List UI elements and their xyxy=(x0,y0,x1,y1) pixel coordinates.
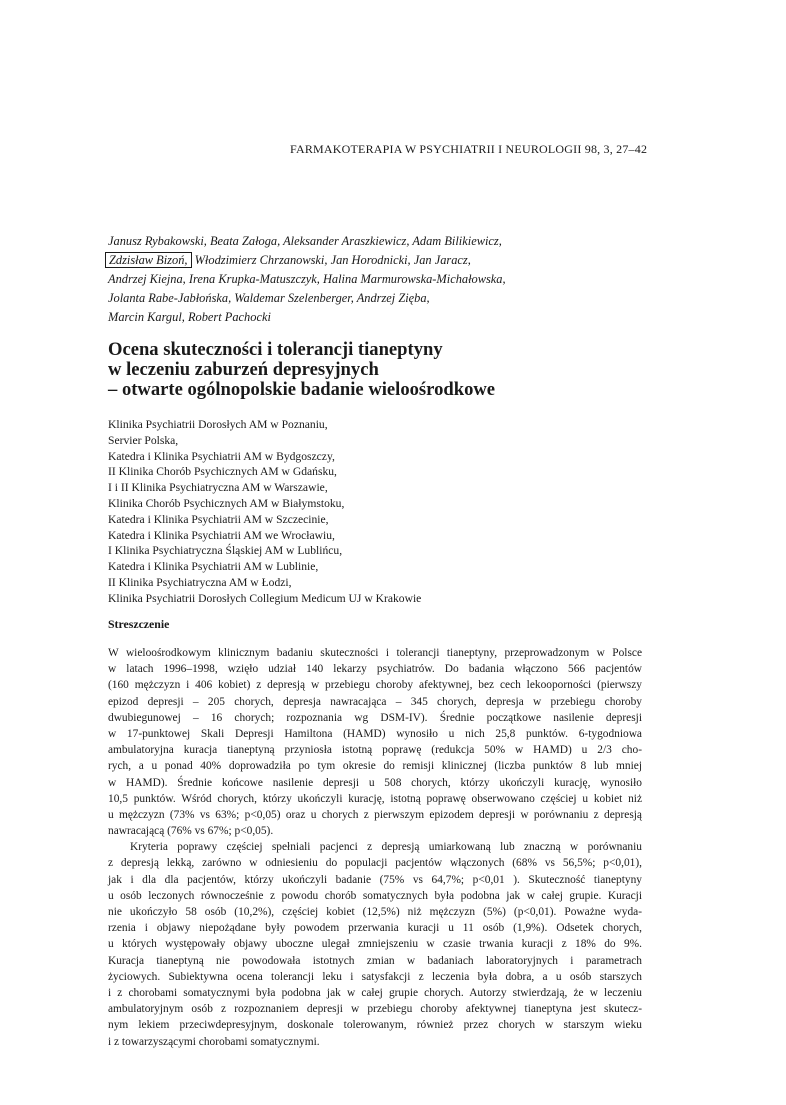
abstract-line: nym lekiem przeciwdepresyjnym, doskonale tolerowanym, również przez chorych w starszym wieku xyxy=(108,1019,642,1032)
abstract-line: u mężczyzn (73% vs 63%; p<0,05) oraz u chorych z pierwszym epizodem depresji w porównaniu z depresją xyxy=(108,808,642,821)
abstract-line: 10,5 punktów. Wśród chorych, którzy ukończyli kurację, istotną poprawę obserwowano częściej u kobiet niż xyxy=(108,792,642,805)
abstract-line: i z chorobami somatycznymi była podobna jak w całej grupie chorych. Autorzy stwierdzają, że w leczeniu xyxy=(108,986,642,999)
abstract-line: u których występowały objawy uboczne ulegał zmniejszeniu w czasie trwania kuracji z 18% do 9%. xyxy=(108,938,642,951)
author-line: Jolanta Rabe-Jabłońska, Waldemar Szelenberger, Andrzej Zięba, xyxy=(108,291,430,305)
abstract-line: rzenia i objawy niepożądane były powodem przerwania kuracji u 11 osób (1,9%). Odsetek chorych, xyxy=(108,922,642,935)
abstract-line: epizod depresji – 205 chorych, depresja nawracająca – 345 chorych, depresja w przebiegu choroby xyxy=(108,695,642,708)
author-line: Marcin Kargul, Robert Pachocki xyxy=(108,310,271,324)
author-line-rest: Włodzimierz Chrzanowski, Jan Horodnicki, Jan Jaracz, xyxy=(194,253,471,267)
abstract-line: Kuracja tianeptyną nie powodowała istotnych zmian w badaniach laboratoryjnych i parametrach xyxy=(108,954,642,967)
abstract-heading: Streszczenie xyxy=(108,617,170,631)
paper-title xyxy=(108,340,668,400)
abstract-line: z depresją lekką, zarówno w odniesieniu do populacji pacjentów włączonych (68% vs 56,5%; p<0,01), xyxy=(108,857,642,870)
title-line: Ocena skuteczności i tolerancji tianeptyny xyxy=(108,339,443,360)
affiliation-item: II Klinika Chorób Psychicznych AM w Gdańsku, xyxy=(108,465,337,479)
abstract-line: rych, a u ponad 40% doprowadziła po tym okresie do remisji klinicznej (liczba punktów 8 lub mniej xyxy=(108,760,642,773)
affiliation-item: Klinika Chorób Psychicznych AM w Białymstoku, xyxy=(108,496,345,510)
abstract-line: nie ukończyło 58 osób (10,2%), częściej kobiet (12,5%) niż mężczyzn (5%) (p<0,01). Poważne wyda- xyxy=(108,906,642,918)
abstract-line: w 17-punktowej Skali Depresji Hamiltona (HAMD) wynosiło u nich 25,8 punktów. 6-tygodniowa xyxy=(108,727,642,740)
affiliation-item: Katedra i Klinika Psychiatrii AM we Wrocławiu, xyxy=(108,528,335,542)
abstract-line: i z towarzyszącymi chorobami somatycznymi. xyxy=(108,1035,320,1048)
abstract-line: w HAMD). Średnie końcowe nasilenie depresji u 508 chorych, którzy ukończyli kurację, wynosiło xyxy=(108,776,642,789)
abstract-line: Kryteria poprawy częściej spełniali pacjenci z depresją umiarkowaną lub znaczną w porównaniu xyxy=(130,841,642,854)
affiliation-item: Katedra i Klinika Psychiatrii AM w Lublinie, xyxy=(108,560,319,574)
abstract-line: ambulatoryjna kuracja tianeptyną przyniosła istotną poprawę (redukcja 50% w HAMD) u 2/3 cho- xyxy=(108,744,642,757)
affiliation-item: Klinika Psychiatrii Dorosłych AM w Poznaniu, xyxy=(108,418,328,431)
abstract-line: w latach 1996–1998, wzięło udział 140 lekarzy psychiatrów. Do badania włączono 566 pacjentów xyxy=(108,663,642,676)
affiliation-item: II Klinika Psychiatryczna AM w Łodzi, xyxy=(108,575,292,589)
abstract-body xyxy=(108,645,642,1050)
abstract-line: życiowych. Subiektywna ocena tolerancji leku i satysfakcji z leczenia była dobra, a u osób starszych xyxy=(108,970,642,983)
author-line xyxy=(108,251,668,270)
abstract-line: u osób leczonych równocześnie z powodu chorób somatycznych była podobna jak w całej grupie. Kuracji xyxy=(108,889,642,902)
title-line: – otwarte ogólnopolskie badanie wieloośrodkowe xyxy=(108,379,496,400)
affiliation-item: Katedra i Klinika Psychiatrii AM w Szczecinie, xyxy=(108,512,329,526)
abstract-line: jak i dla dla pacjentów, którzy ukończyli badanie (75% vs 64,7%; p<0,01 ). Skuteczność tianeptyny xyxy=(108,873,642,886)
affiliation-item: I Klinika Psychiatryczna Śląskiej AM w Lublińcu, xyxy=(108,544,343,558)
author-list xyxy=(108,232,668,327)
author-line: Janusz Rybakowski, Beata Załoga, Aleksander Araszkiewicz, Adam Bilikiewicz, xyxy=(108,234,502,248)
abstract-line: dwubiegunowej – 16 chorych; rozpoznania wg DSM-IV). Średnie początkowe nasilenie depresji xyxy=(108,711,642,724)
boxed-author-name: Zdzisław Bizoń, xyxy=(105,252,192,268)
affiliation-list xyxy=(108,417,668,607)
journal-reference: FARMAKOTERAPIA W PSYCHIATRII I NEUROLOGII 98, 3, 27–42 xyxy=(290,142,648,156)
author-line: Andrzej Kiejna, Irena Krupka-Matuszczyk, Halina Marmurowska-Michałowska, xyxy=(108,272,506,286)
abstract-line: (160 mężczyzn i 406 kobiet) z depresją w przebiegu choroby afektywnej, bez cech lekooporności (pierwszy xyxy=(108,679,642,692)
affiliation-item: Katedra i Klinika Psychiatrii AM w Bydgoszczy, xyxy=(108,449,335,463)
affiliation-item: Servier Polska, xyxy=(108,433,179,447)
title-line: w leczeniu zaburzeń depresyjnych xyxy=(108,359,379,380)
abstract-line: ambulatoryjnym osób z rozpoznaniem depresji w przebiegu choroby afektywnej tianeptyna jest skutecz- xyxy=(108,1003,642,1016)
affiliation-item: I i II Klinika Psychiatryczna AM w Warszawie, xyxy=(108,481,328,495)
affiliation-item: Klinika Psychiatrii Dorosłych Collegium Medicum UJ w Krakowie xyxy=(108,591,422,605)
abstract-line: nawracającą (76% vs 67%; p<0,05). xyxy=(108,825,274,838)
abstract-line: W wieloośrodkowym klinicznym badaniu skuteczności i tolerancji tianeptyny, przeprowadzonym w Polsce xyxy=(108,647,642,659)
